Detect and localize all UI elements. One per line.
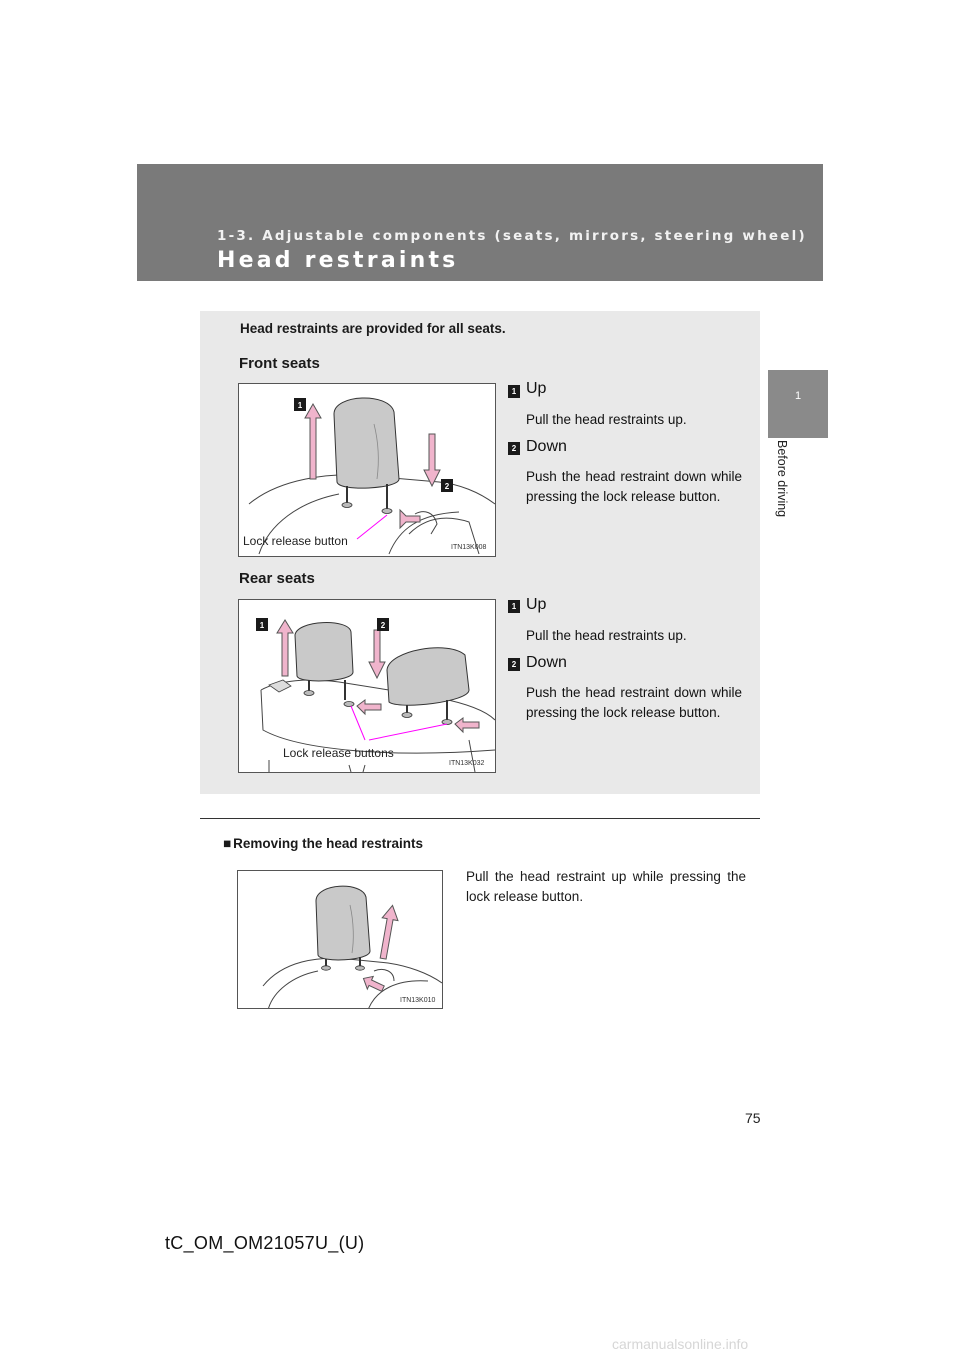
rear-callout-label: Lock release buttons xyxy=(283,746,394,760)
rear-step-2-number: 2 xyxy=(508,658,520,671)
rear-step-1-body: Pull the head restraints up. xyxy=(526,628,687,643)
removing-body: Pull the head restraint up while pressing the lock release button. xyxy=(466,869,746,904)
chapter-number: 1 xyxy=(794,390,802,402)
front-step-1-body: Pull the head restraints up. xyxy=(526,412,687,427)
svg-text:2: 2 xyxy=(444,482,450,491)
rear-seat-illustration xyxy=(238,599,496,773)
front-step-2-title: Down xyxy=(526,438,567,455)
svg-text:1: 1 xyxy=(297,401,303,410)
front-step-2-body: Push the head restraint down while pressing the lock release button. xyxy=(526,469,742,504)
section-label: 1-3. Adjustable components (seats, mirrors, steering wheel) xyxy=(217,228,807,244)
front-step-1-title: Up xyxy=(526,380,547,397)
front-step-2-number: 2 xyxy=(508,442,520,455)
front-figure-code: ITN13K008 xyxy=(451,544,487,551)
document-code: tC_OM_OM21057U_(U) xyxy=(165,1233,365,1253)
front-step-1-number: 1 xyxy=(508,385,520,398)
rear-step-2-title: Down xyxy=(526,654,567,671)
intro-text: Head restraints are provided for all seats. xyxy=(240,321,506,336)
chapter-label-text: Before driving xyxy=(775,440,789,518)
front-seats-heading: Front seats xyxy=(239,355,320,372)
rear-seats-heading: Rear seats xyxy=(239,570,315,587)
chapter-tab xyxy=(768,370,828,438)
rear-step-2-body: Push the head restraint down while pressing the lock release button. xyxy=(526,685,742,720)
square-bullet-icon: ■ xyxy=(223,836,232,851)
removing-figure-code: ITN13K010 xyxy=(400,997,436,1004)
watermark-text: carmanualsonline.info xyxy=(612,1336,749,1352)
svg-text:2: 2 xyxy=(380,621,386,630)
page-title: Head restraints xyxy=(217,248,459,273)
removing-heading-text: Removing the head restraints xyxy=(233,836,423,851)
rear-step-1-title: Up xyxy=(526,596,547,613)
section-divider xyxy=(200,818,760,819)
rear-step-1-number: 1 xyxy=(508,600,520,613)
removing-illustration xyxy=(237,870,443,1009)
removing-heading xyxy=(223,836,423,851)
front-seat-illustration xyxy=(238,383,496,557)
rear-figure-code: ITN13K032 xyxy=(449,760,485,767)
page-number: 75 xyxy=(745,1110,761,1126)
chapter-label xyxy=(773,440,789,550)
front-callout-label: Lock release button xyxy=(243,534,348,548)
svg-text:1: 1 xyxy=(259,621,265,630)
